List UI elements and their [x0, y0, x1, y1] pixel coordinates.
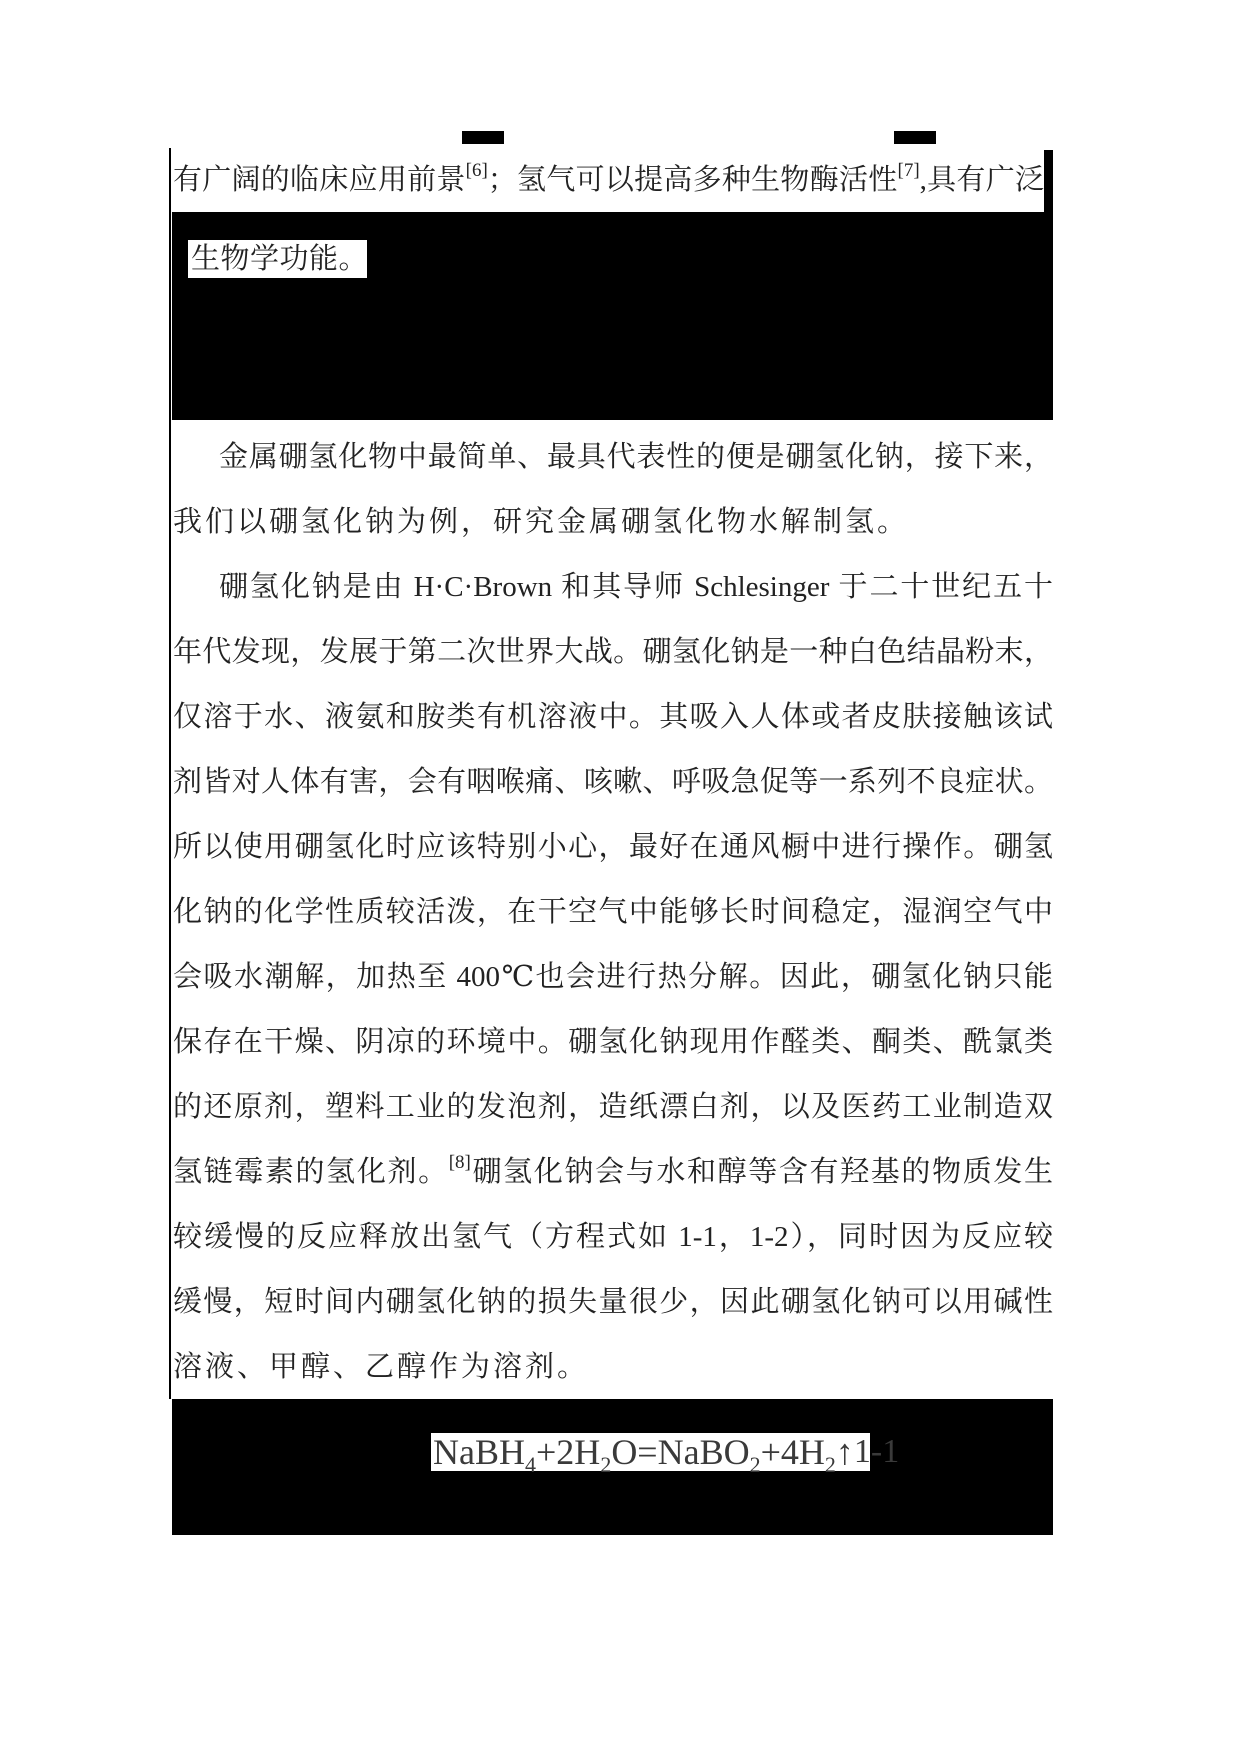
- text-line: 所以使用硼氢化时应该特别小心，最好在通风橱中进行操作。硼氢: [173, 831, 1053, 863]
- text-line: 保存在干燥、阴凉的环境中。硼氢化钠现用作醛类、酮类、酰氯类: [173, 1026, 1053, 1058]
- subscript: 2: [600, 1452, 612, 1477]
- redaction-mark: [462, 131, 504, 144]
- left-margin-rule: [169, 148, 171, 1399]
- citation-ref-6: [6]: [466, 139, 488, 203]
- text-line: 金属硼氢化物中最简单、最具代表性的便是硼氢化钠，接下来，: [219, 441, 1053, 473]
- text-line: 的还原剂，塑料工业的发泡剂，造纸漂白剂，以及医药工业制造双: [173, 1091, 1053, 1123]
- text-line: 剂皆对人体有害，会有咽喉痛、咳嗽、呼吸急促等一系列不良症状。: [173, 766, 1053, 798]
- subscript: 4: [525, 1452, 536, 1477]
- redaction-label: 生物学功能。: [188, 240, 367, 278]
- citation-ref-7: [7]: [898, 139, 920, 203]
- equation-text: $NaBH_4+2H_2O=NaBO_2+4H_2↑$: [433, 1432, 854, 1477]
- text-line: 硼氢化钠是由 H·C·Brown 和其导师 Schlesinger 于二十世纪五十: [219, 571, 1053, 603]
- equation-box: [431, 1432, 900, 1477]
- text-line: 较缓慢的反应释放出氢气（方程式如 1-1，1-2），同时因为反应较: [173, 1221, 1053, 1253]
- up-arrow-glyph: ↑: [835, 1432, 854, 1472]
- citation-ref-8: [8]: [448, 1152, 471, 1173]
- subscript: 2: [749, 1452, 761, 1477]
- text-line: 仅溶于水、液氨和胺类有机溶液中。其吸入人体或者皮肤接触该试: [173, 701, 1053, 733]
- text-line: 溶液、甲醇、乙醇作为溶剂。: [173, 1351, 590, 1383]
- body-text: [173, 425, 1053, 1400]
- redaction-notch: [1044, 150, 1053, 214]
- equation-number: 1-1: [853, 1433, 900, 1470]
- text-line: 我们以硼氢化钠为例，研究金属硼氢化物水解制氢。: [173, 506, 910, 538]
- text-line: 缓慢，短时间内硼氢化钠的损失量很少，因此硼氢化钠可以用碱性: [173, 1286, 1053, 1318]
- redaction-mark: [894, 131, 936, 144]
- text-line: 年代发现，发展于第二次世界大战。硼氢化钠是一种白色结晶粉末，: [173, 636, 1053, 668]
- body-text-segment: 硼氢化钠会与水和醇等含有羟基的物质发生: [470, 1156, 1053, 1188]
- text-line: 化钠的化学性质较活泼，在干空气中能够长时间稳定，湿润空气中: [173, 896, 1053, 928]
- text-line: [173, 1140, 1053, 1205]
- text-line: 会吸水潮解，加热至 400℃也会进行热分解。因此，硼氢化钠只能: [173, 961, 1053, 993]
- header-text-segment: ；氢气可以提高多种生物酶活性: [487, 164, 898, 196]
- partially-redacted-line: [173, 148, 1044, 212]
- body-text-segment: 氢链霉素的氢化剂。: [173, 1156, 449, 1188]
- header-text-segment: ,具有广泛: [919, 164, 1044, 196]
- subscript: 2: [824, 1452, 836, 1477]
- header-text-segment: 有广阔的临床应用前景: [173, 164, 466, 196]
